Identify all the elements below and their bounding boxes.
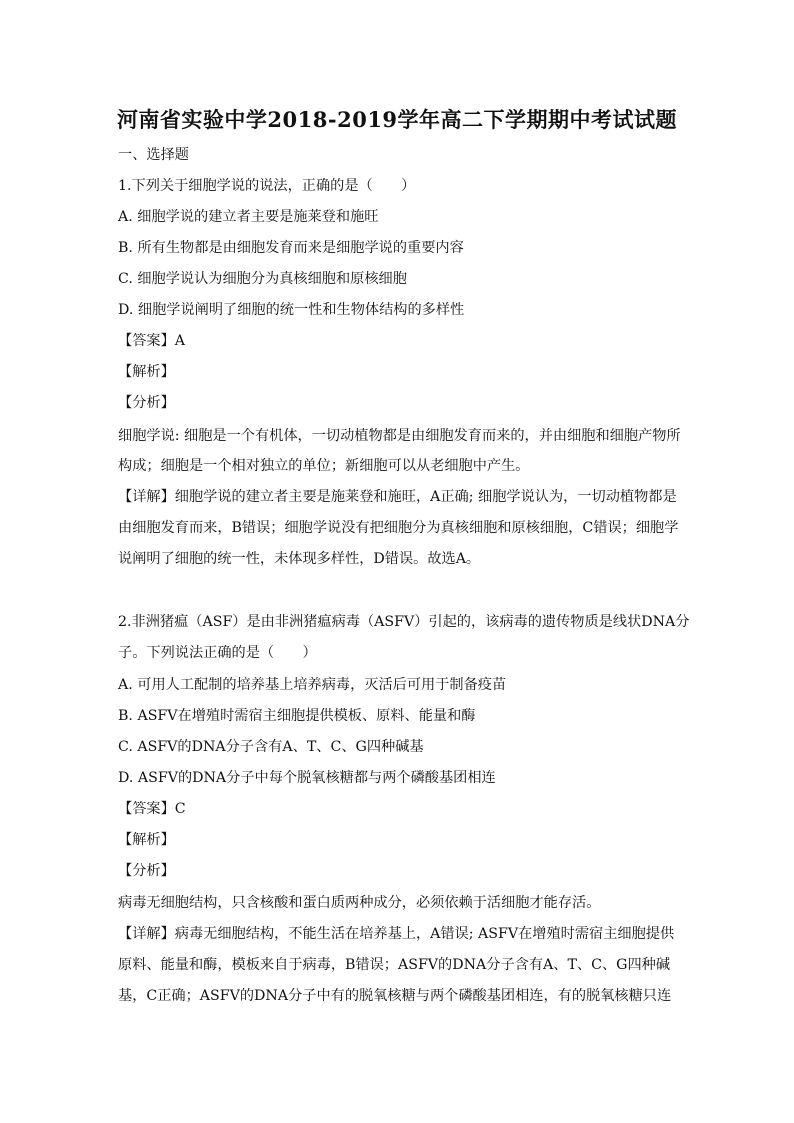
- q2-detail-line: 原料、能量和酶，模板来自于病毒，B错误；ASFV的DNA分子含有A、T、C、G四种碱: [118, 957, 671, 973]
- q2-analysis-label: 【解析】: [118, 832, 175, 848]
- q1-detail-line: 说阐明了细胞的统一性，未体现多样性，D错误。故选A。: [118, 551, 481, 567]
- q1-option-b: B. 所有生物都是由细胞发育而来是细胞学说的重要内容: [118, 240, 464, 256]
- q2-detail-line: 【详解】病毒无细胞结构，不能生活在培养基上，A错误; ASFV在增殖时需宿主细胞提供: [118, 926, 675, 942]
- section-heading: 一、选择题: [118, 147, 189, 163]
- q2-detail-line: 基，C正确；ASFV的DNA分子中有的脱氧核糖与两个磷酸基团相连，有的脱氧核糖只连: [118, 988, 672, 1004]
- q2-stem: 2.非洲猪瘟（ASF）是由非洲猪瘟病毒（ASFV）引起的，该病毒的遗传物质是线状DNA分: [118, 614, 690, 630]
- q1-option-a: A. 细胞学说的建立者主要是施莱登和施旺: [118, 209, 379, 225]
- q1-fenxi-line: 细胞学说: 细胞是一个有机体，一切动植物都是由细胞发育而来的，并由细胞和细胞产物所: [118, 428, 681, 444]
- q1-option-c: C. 细胞学说认为细胞分为真核细胞和原核细胞: [118, 271, 407, 287]
- q2-stem: 子。下列说法正确的是（ ）: [118, 645, 317, 661]
- q2-option-d: D. ASFV的DNA分子中每个脱氧核糖都与两个磷酸基团相连: [118, 770, 496, 786]
- page-title: 河南省实验中学2018-2019学年高二下学期期中考试试题: [116, 107, 678, 132]
- q1-stem: 1.下列关于细胞学说的说法，正确的是（ ）: [118, 178, 416, 194]
- q1-detail-line: 【详解】细胞学说的建立者主要是施莱登和施旺，A正确; 细胞学说认为，一切动植物都是: [118, 489, 677, 505]
- q1-detail-line: 由细胞发育而来，B错误；细胞学说没有把细胞分为真核细胞和原核细胞，C错误；细胞学: [118, 520, 679, 536]
- q2-answer: 【答案】C: [118, 801, 186, 817]
- q1-fenxi-label: 【分析】: [118, 395, 175, 411]
- q1-analysis-label: 【解析】: [118, 364, 175, 380]
- q1-fenxi-line: 构成；细胞是一个相对独立的单位；新细胞可以从老细胞中产生。: [118, 458, 530, 474]
- q2-fenxi-line: 病毒无细胞结构，只含核酸和蛋白质两种成分，必须依赖于活细胞才能存活。: [118, 895, 601, 911]
- q2-option-a: A. 可用人工配制的培养基上培养病毒，灭活后可用于制备疫苗: [118, 677, 507, 693]
- q2-fenxi-label: 【分析】: [118, 863, 175, 879]
- q1-answer: 【答案】A: [118, 333, 185, 349]
- q2-option-c: C. ASFV的DNA分子含有A、T、C、G四种碱基: [118, 739, 424, 755]
- q2-option-b: B. ASFV在增殖时需宿主细胞提供模板、原料、能量和酶: [118, 708, 476, 724]
- q1-option-d: D. 细胞学说阐明了细胞的统一性和生物体结构的多样性: [118, 302, 465, 318]
